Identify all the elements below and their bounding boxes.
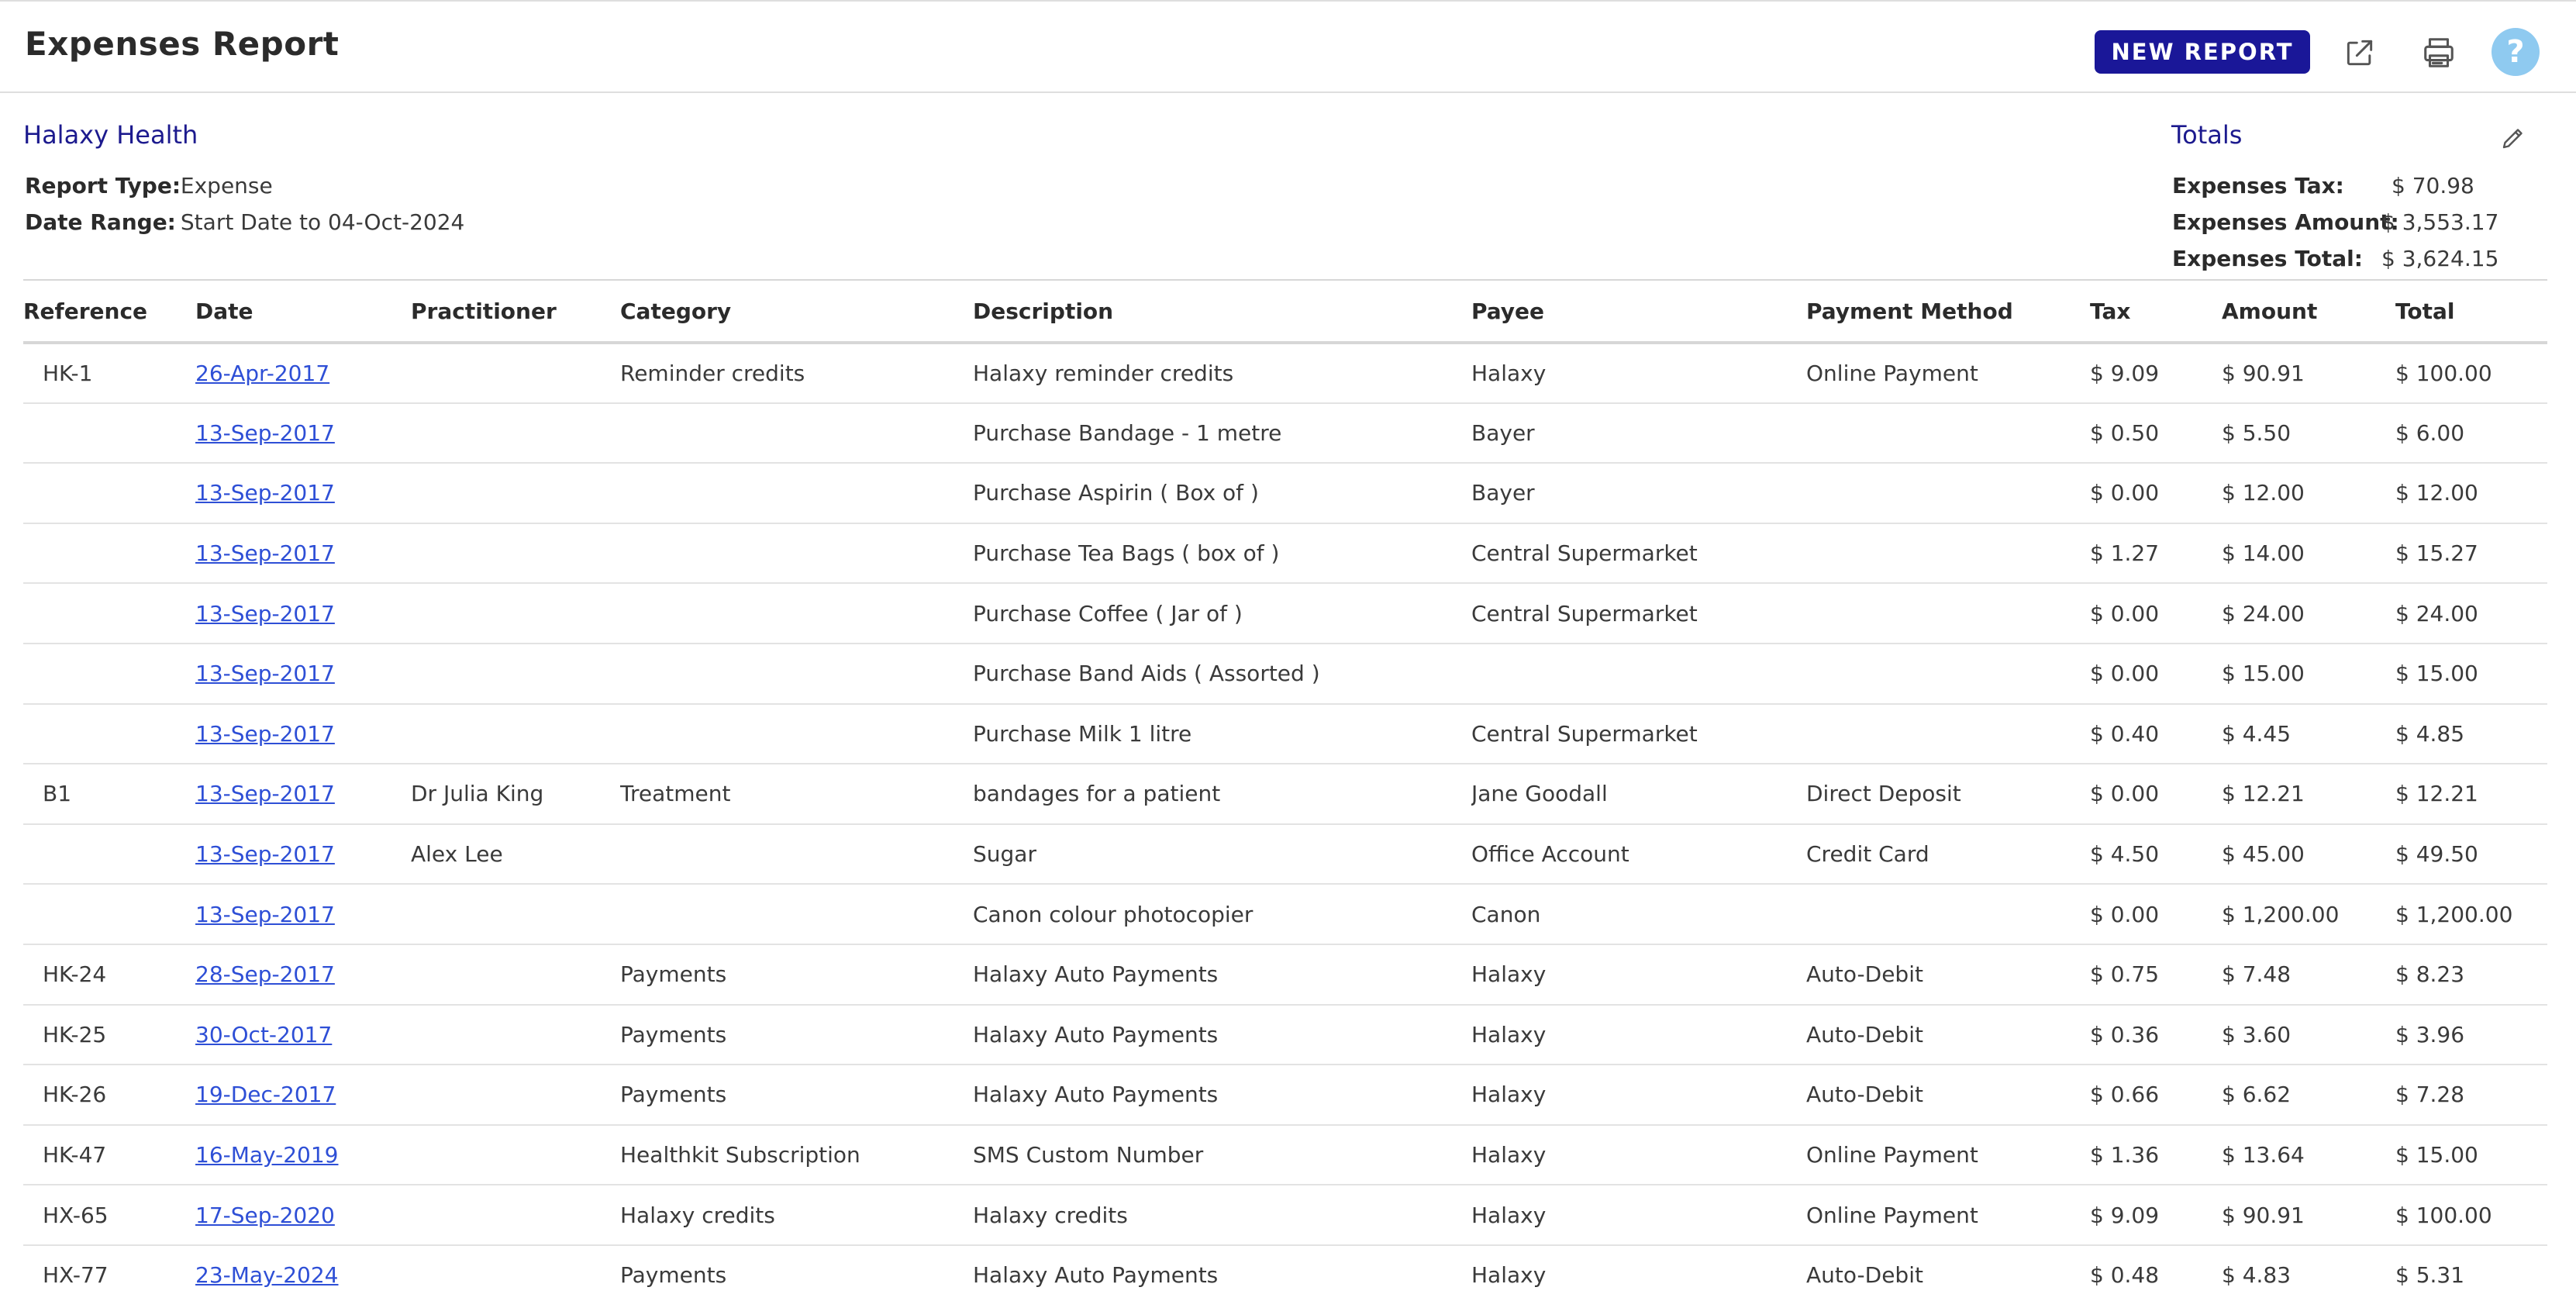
cell-category: Reminder credits (620, 343, 973, 403)
cell-reference (23, 583, 195, 644)
page-title: Expenses Report (25, 25, 340, 63)
cell-reference (23, 884, 195, 944)
cell-category (620, 523, 973, 584)
totals-title: Totals (2171, 120, 2243, 150)
cell-payment-method: Auto-Debit (1806, 944, 2090, 1005)
cell-tax: $ 0.48 (2090, 1245, 2222, 1301)
table-row[interactable] (23, 704, 2547, 764)
cell-practitioner (411, 644, 620, 704)
column-header-amount[interactable]: Amount (2222, 281, 2395, 343)
cell-amount: $ 5.50 (2222, 403, 2395, 464)
expenses-amount-value: $ 3,553.17 (2381, 209, 2499, 235)
cell-payee: Office Account (1471, 824, 1806, 885)
cell-amount: $ 6.62 (2222, 1065, 2395, 1125)
cell-tax: $ 0.75 (2090, 944, 2222, 1005)
cell-practitioner (411, 1245, 620, 1301)
cell-payee: Halaxy (1471, 1125, 1806, 1185)
cell-payment-method: Auto-Debit (1806, 1005, 2090, 1065)
cell-date (195, 1125, 411, 1185)
cell-category (620, 583, 973, 644)
cell-tax: $ 0.00 (2090, 463, 2222, 523)
expenses-table-container (23, 279, 2547, 1301)
cell-reference: HK-26 (23, 1065, 195, 1125)
column-header-tax[interactable]: Tax (2090, 281, 2222, 343)
cell-total: $ 4.85 (2395, 704, 2547, 764)
table-row[interactable] (23, 764, 2547, 824)
cell-description: SMS Custom Number (973, 1125, 1471, 1185)
cell-category (620, 463, 973, 523)
table-row[interactable] (23, 463, 2547, 523)
cell-payee: Halaxy (1471, 1185, 1806, 1245)
cell-payee: Halaxy (1471, 343, 1806, 403)
cell-description: Purchase Milk 1 litre (973, 704, 1471, 764)
cell-total: $ 7.28 (2395, 1065, 2547, 1125)
cell-practitioner (411, 1185, 620, 1245)
table-row[interactable] (23, 644, 2547, 704)
date-range-label: Date Range: (25, 209, 176, 235)
cell-description: Halaxy credits (973, 1185, 1471, 1245)
cell-reference (23, 463, 195, 523)
cell-tax: $ 0.50 (2090, 403, 2222, 464)
cell-payee: Halaxy (1471, 1065, 1806, 1125)
table-row[interactable] (23, 403, 2547, 464)
cell-tax: $ 9.09 (2090, 1185, 2222, 1245)
cell-description: Purchase Coffee ( Jar of ) (973, 583, 1471, 644)
cell-amount: $ 12.00 (2222, 463, 2395, 523)
cell-total: $ 24.00 (2395, 583, 2547, 644)
cell-reference (23, 704, 195, 764)
column-header-practitioner[interactable]: Practitioner (411, 281, 620, 343)
cell-date (195, 944, 411, 1005)
cell-amount: $ 1,200.00 (2222, 884, 2395, 944)
table-row[interactable] (23, 944, 2547, 1005)
report-type-label: Report Type: (25, 173, 181, 198)
cell-payee: Central Supermarket (1471, 523, 1806, 584)
cell-amount: $ 45.00 (2222, 824, 2395, 885)
cell-practitioner (411, 884, 620, 944)
cell-category (620, 824, 973, 885)
cell-category: Halaxy credits (620, 1185, 973, 1245)
cell-practitioner (411, 1065, 620, 1125)
cell-payment-method: Online Payment (1806, 1185, 2090, 1245)
cell-amount: $ 15.00 (2222, 644, 2395, 704)
table-row[interactable] (23, 583, 2547, 644)
cell-total: $ 15.00 (2395, 644, 2547, 704)
table-row[interactable] (23, 824, 2547, 885)
cell-payee: Halaxy (1471, 944, 1806, 1005)
cell-description: Purchase Bandage - 1 metre (973, 403, 1471, 464)
cell-category (620, 644, 973, 704)
cell-category: Payments (620, 944, 973, 1005)
cell-amount: $ 3.60 (2222, 1005, 2395, 1065)
cell-reference: HK-47 (23, 1125, 195, 1185)
cell-description: Purchase Tea Bags ( box of ) (973, 523, 1471, 584)
cell-reference (23, 523, 195, 584)
date-link[interactable]: 13-Sep-2017 (195, 419, 335, 446)
date-link[interactable]: 17-Sep-2020 (195, 1202, 335, 1228)
column-header-total[interactable]: Total (2395, 281, 2547, 343)
date-link[interactable]: 13-Sep-2017 (195, 480, 335, 506)
cell-amount: $ 4.83 (2222, 1245, 2395, 1301)
cell-practitioner: Dr Julia King (411, 764, 620, 824)
cell-total: $ 3.96 (2395, 1005, 2547, 1065)
cell-category: Payments (620, 1005, 973, 1065)
cell-description: Halaxy Auto Payments (973, 1065, 1471, 1125)
date-range-row (25, 209, 464, 235)
cell-category: Treatment (620, 764, 973, 824)
top-bar (0, 0, 2576, 93)
cell-practitioner (411, 343, 620, 403)
table-row[interactable] (23, 343, 2547, 403)
cell-tax: $ 4.50 (2090, 824, 2222, 885)
cell-payee: Jane Goodall (1471, 764, 1806, 824)
cell-category (620, 884, 973, 944)
cell-practitioner: Alex Lee (411, 824, 620, 885)
cell-date (195, 764, 411, 824)
external-link-icon[interactable] (2336, 29, 2383, 76)
expenses-total-value: $ 3,624.15 (2381, 246, 2499, 271)
cell-date (195, 523, 411, 584)
cell-description: Halaxy Auto Payments (973, 1005, 1471, 1065)
date-link[interactable]: 26-Apr-2017 (195, 360, 330, 386)
cell-payment-method (1806, 403, 2090, 464)
cell-reference (23, 644, 195, 704)
date-link[interactable]: 13-Sep-2017 (195, 901, 335, 927)
date-link[interactable]: 13-Sep-2017 (195, 661, 335, 687)
cell-tax: $ 0.00 (2090, 884, 2222, 944)
cell-date (195, 1185, 411, 1245)
cell-reference: HK-1 (23, 343, 195, 403)
cell-payment-method: Online Payment (1806, 1125, 2090, 1185)
column-header-payee[interactable]: Payee (1471, 281, 1806, 343)
cell-payment-method (1806, 884, 2090, 944)
cell-category: Payments (620, 1245, 973, 1301)
cell-tax: $ 9.09 (2090, 343, 2222, 403)
cell-practitioner (411, 704, 620, 764)
table-row[interactable] (23, 1125, 2547, 1185)
cell-payee: Halaxy (1471, 1005, 1806, 1065)
cell-date (195, 1245, 411, 1301)
cell-payee (1471, 644, 1806, 704)
cell-date (195, 403, 411, 464)
cell-amount: $ 14.00 (2222, 523, 2395, 584)
cell-category: Healthkit Subscription (620, 1125, 973, 1185)
cell-amount: $ 12.21 (2222, 764, 2395, 824)
cell-description: Purchase Band Aids ( Assorted ) (973, 644, 1471, 704)
cell-tax: $ 0.00 (2090, 644, 2222, 704)
cell-reference: HK-24 (23, 944, 195, 1005)
column-header-reference[interactable]: Reference (23, 281, 195, 343)
cell-reference: HX-65 (23, 1185, 195, 1245)
cell-practitioner (411, 583, 620, 644)
cell-date (195, 884, 411, 944)
new-report-button[interactable]: NEW REPORT (2095, 30, 2310, 74)
date-range-value: Start Date to 04-Oct-2024 (180, 209, 465, 235)
cell-payment-method: Online Payment (1806, 343, 2090, 403)
cell-description: Purchase Aspirin ( Box of ) (973, 463, 1471, 523)
table-row[interactable] (23, 1185, 2547, 1245)
cell-payment-method: Credit Card (1806, 824, 2090, 885)
report-type-value: Expense (180, 173, 273, 198)
date-link[interactable]: 13-Sep-2017 (195, 781, 335, 807)
cell-date (195, 704, 411, 764)
report-type-row (25, 173, 273, 198)
expenses-amount-row (2172, 209, 2499, 235)
cell-category (620, 403, 973, 464)
expenses-table (23, 281, 2547, 1301)
cell-description: Halaxy Auto Payments (973, 1245, 1471, 1301)
cell-total: $ 15.00 (2395, 1125, 2547, 1185)
date-link[interactable]: 13-Sep-2017 (195, 540, 335, 567)
date-link[interactable]: 16-May-2019 (195, 1142, 339, 1168)
cell-date (195, 1065, 411, 1125)
cell-tax: $ 0.00 (2090, 764, 2222, 824)
cell-tax: $ 0.36 (2090, 1005, 2222, 1065)
expenses-tax-value: $ 70.98 (2392, 173, 2474, 198)
cell-payment-method: Auto-Debit (1806, 1245, 2090, 1301)
cell-date (195, 343, 411, 403)
date-link[interactable]: 28-Sep-2017 (195, 961, 335, 988)
table-row[interactable] (23, 1065, 2547, 1125)
cell-date (195, 463, 411, 523)
cell-payment-method: Auto-Debit (1806, 1065, 2090, 1125)
cell-amount: $ 13.64 (2222, 1125, 2395, 1185)
cell-payee: Bayer (1471, 463, 1806, 523)
cell-total: $ 15.27 (2395, 523, 2547, 584)
table-row[interactable] (23, 523, 2547, 584)
cell-tax: $ 0.66 (2090, 1065, 2222, 1125)
cell-tax: $ 1.27 (2090, 523, 2222, 584)
cell-practitioner (411, 463, 620, 523)
cell-description: Halaxy Auto Payments (973, 944, 1471, 1005)
printer-icon[interactable] (2416, 29, 2462, 76)
cell-total: $ 12.00 (2395, 463, 2547, 523)
table-body (23, 343, 2547, 1301)
cell-amount: $ 7.48 (2222, 944, 2395, 1005)
cell-total: $ 49.50 (2395, 824, 2547, 885)
cell-tax: $ 0.40 (2090, 704, 2222, 764)
cell-payment-method (1806, 523, 2090, 584)
cell-total: $ 12.21 (2395, 764, 2547, 824)
cell-payee: Central Supermarket (1471, 583, 1806, 644)
cell-amount: $ 90.91 (2222, 1185, 2395, 1245)
cell-practitioner (411, 1125, 620, 1185)
organization-name: Halaxy Health (23, 120, 198, 150)
expenses-tax-label: Expenses Tax: (2172, 173, 2344, 198)
cell-payee: Halaxy (1471, 1245, 1806, 1301)
cell-description: Sugar (973, 824, 1471, 885)
cell-practitioner (411, 523, 620, 584)
cell-category: Payments (620, 1065, 973, 1125)
cell-reference (23, 824, 195, 885)
expenses-tax-row (2172, 173, 2474, 198)
cell-amount: $ 90.91 (2222, 343, 2395, 403)
expenses-total-row (2172, 246, 2499, 271)
cell-tax: $ 0.00 (2090, 583, 2222, 644)
cell-date (195, 644, 411, 704)
table-row[interactable] (23, 1005, 2547, 1065)
cell-payment-method (1806, 463, 2090, 523)
column-header-description[interactable]: Description (973, 281, 1471, 343)
cell-tax: $ 1.36 (2090, 1125, 2222, 1185)
date-link[interactable]: 19-Dec-2017 (195, 1082, 336, 1108)
cell-payment-method: Direct Deposit (1806, 764, 2090, 824)
date-link[interactable]: 13-Sep-2017 (195, 720, 335, 747)
cell-payee: Bayer (1471, 403, 1806, 464)
column-header-date[interactable]: Date (195, 281, 411, 343)
table-row[interactable] (23, 884, 2547, 944)
cell-date (195, 583, 411, 644)
cell-payee: Central Supermarket (1471, 704, 1806, 764)
cell-description: Halaxy reminder credits (973, 343, 1471, 403)
table-header-row (23, 281, 2547, 343)
expenses-total-label: Expenses Total: (2172, 246, 2363, 271)
cell-total: $ 1,200.00 (2395, 884, 2547, 944)
date-link[interactable]: 30-Oct-2017 (195, 1021, 333, 1047)
cell-reference: HK-25 (23, 1005, 195, 1065)
cell-practitioner (411, 944, 620, 1005)
cell-total: $ 5.31 (2395, 1245, 2547, 1301)
pencil-icon[interactable] (2498, 123, 2529, 154)
cell-practitioner (411, 1005, 620, 1065)
cell-total: $ 100.00 (2395, 1185, 2547, 1245)
cell-practitioner (411, 403, 620, 464)
cell-description: bandages for a patient (973, 764, 1471, 824)
cell-amount: $ 24.00 (2222, 583, 2395, 644)
cell-payment-method (1806, 583, 2090, 644)
cell-reference (23, 403, 195, 464)
table-row[interactable] (23, 1245, 2547, 1301)
help-icon[interactable]: ? (2492, 28, 2540, 76)
date-link[interactable]: 13-Sep-2017 (195, 600, 335, 626)
column-header-payment-method[interactable]: Payment Method (1806, 281, 2090, 343)
cell-total: $ 6.00 (2395, 403, 2547, 464)
cell-date (195, 824, 411, 885)
expenses-amount-label: Expenses Amount: (2172, 209, 2399, 235)
cell-payment-method (1806, 644, 2090, 704)
date-link[interactable]: 13-Sep-2017 (195, 841, 335, 868)
cell-description: Canon colour photocopier (973, 884, 1471, 944)
date-link[interactable]: 23-May-2024 (195, 1262, 339, 1289)
cell-date (195, 1005, 411, 1065)
cell-reference: B1 (23, 764, 195, 824)
column-header-category[interactable]: Category (620, 281, 973, 343)
cell-total: $ 8.23 (2395, 944, 2547, 1005)
cell-payee: Canon (1471, 884, 1806, 944)
cell-reference: HX-77 (23, 1245, 195, 1301)
cell-category (620, 704, 973, 764)
cell-payment-method (1806, 704, 2090, 764)
cell-total: $ 100.00 (2395, 343, 2547, 403)
cell-amount: $ 4.45 (2222, 704, 2395, 764)
